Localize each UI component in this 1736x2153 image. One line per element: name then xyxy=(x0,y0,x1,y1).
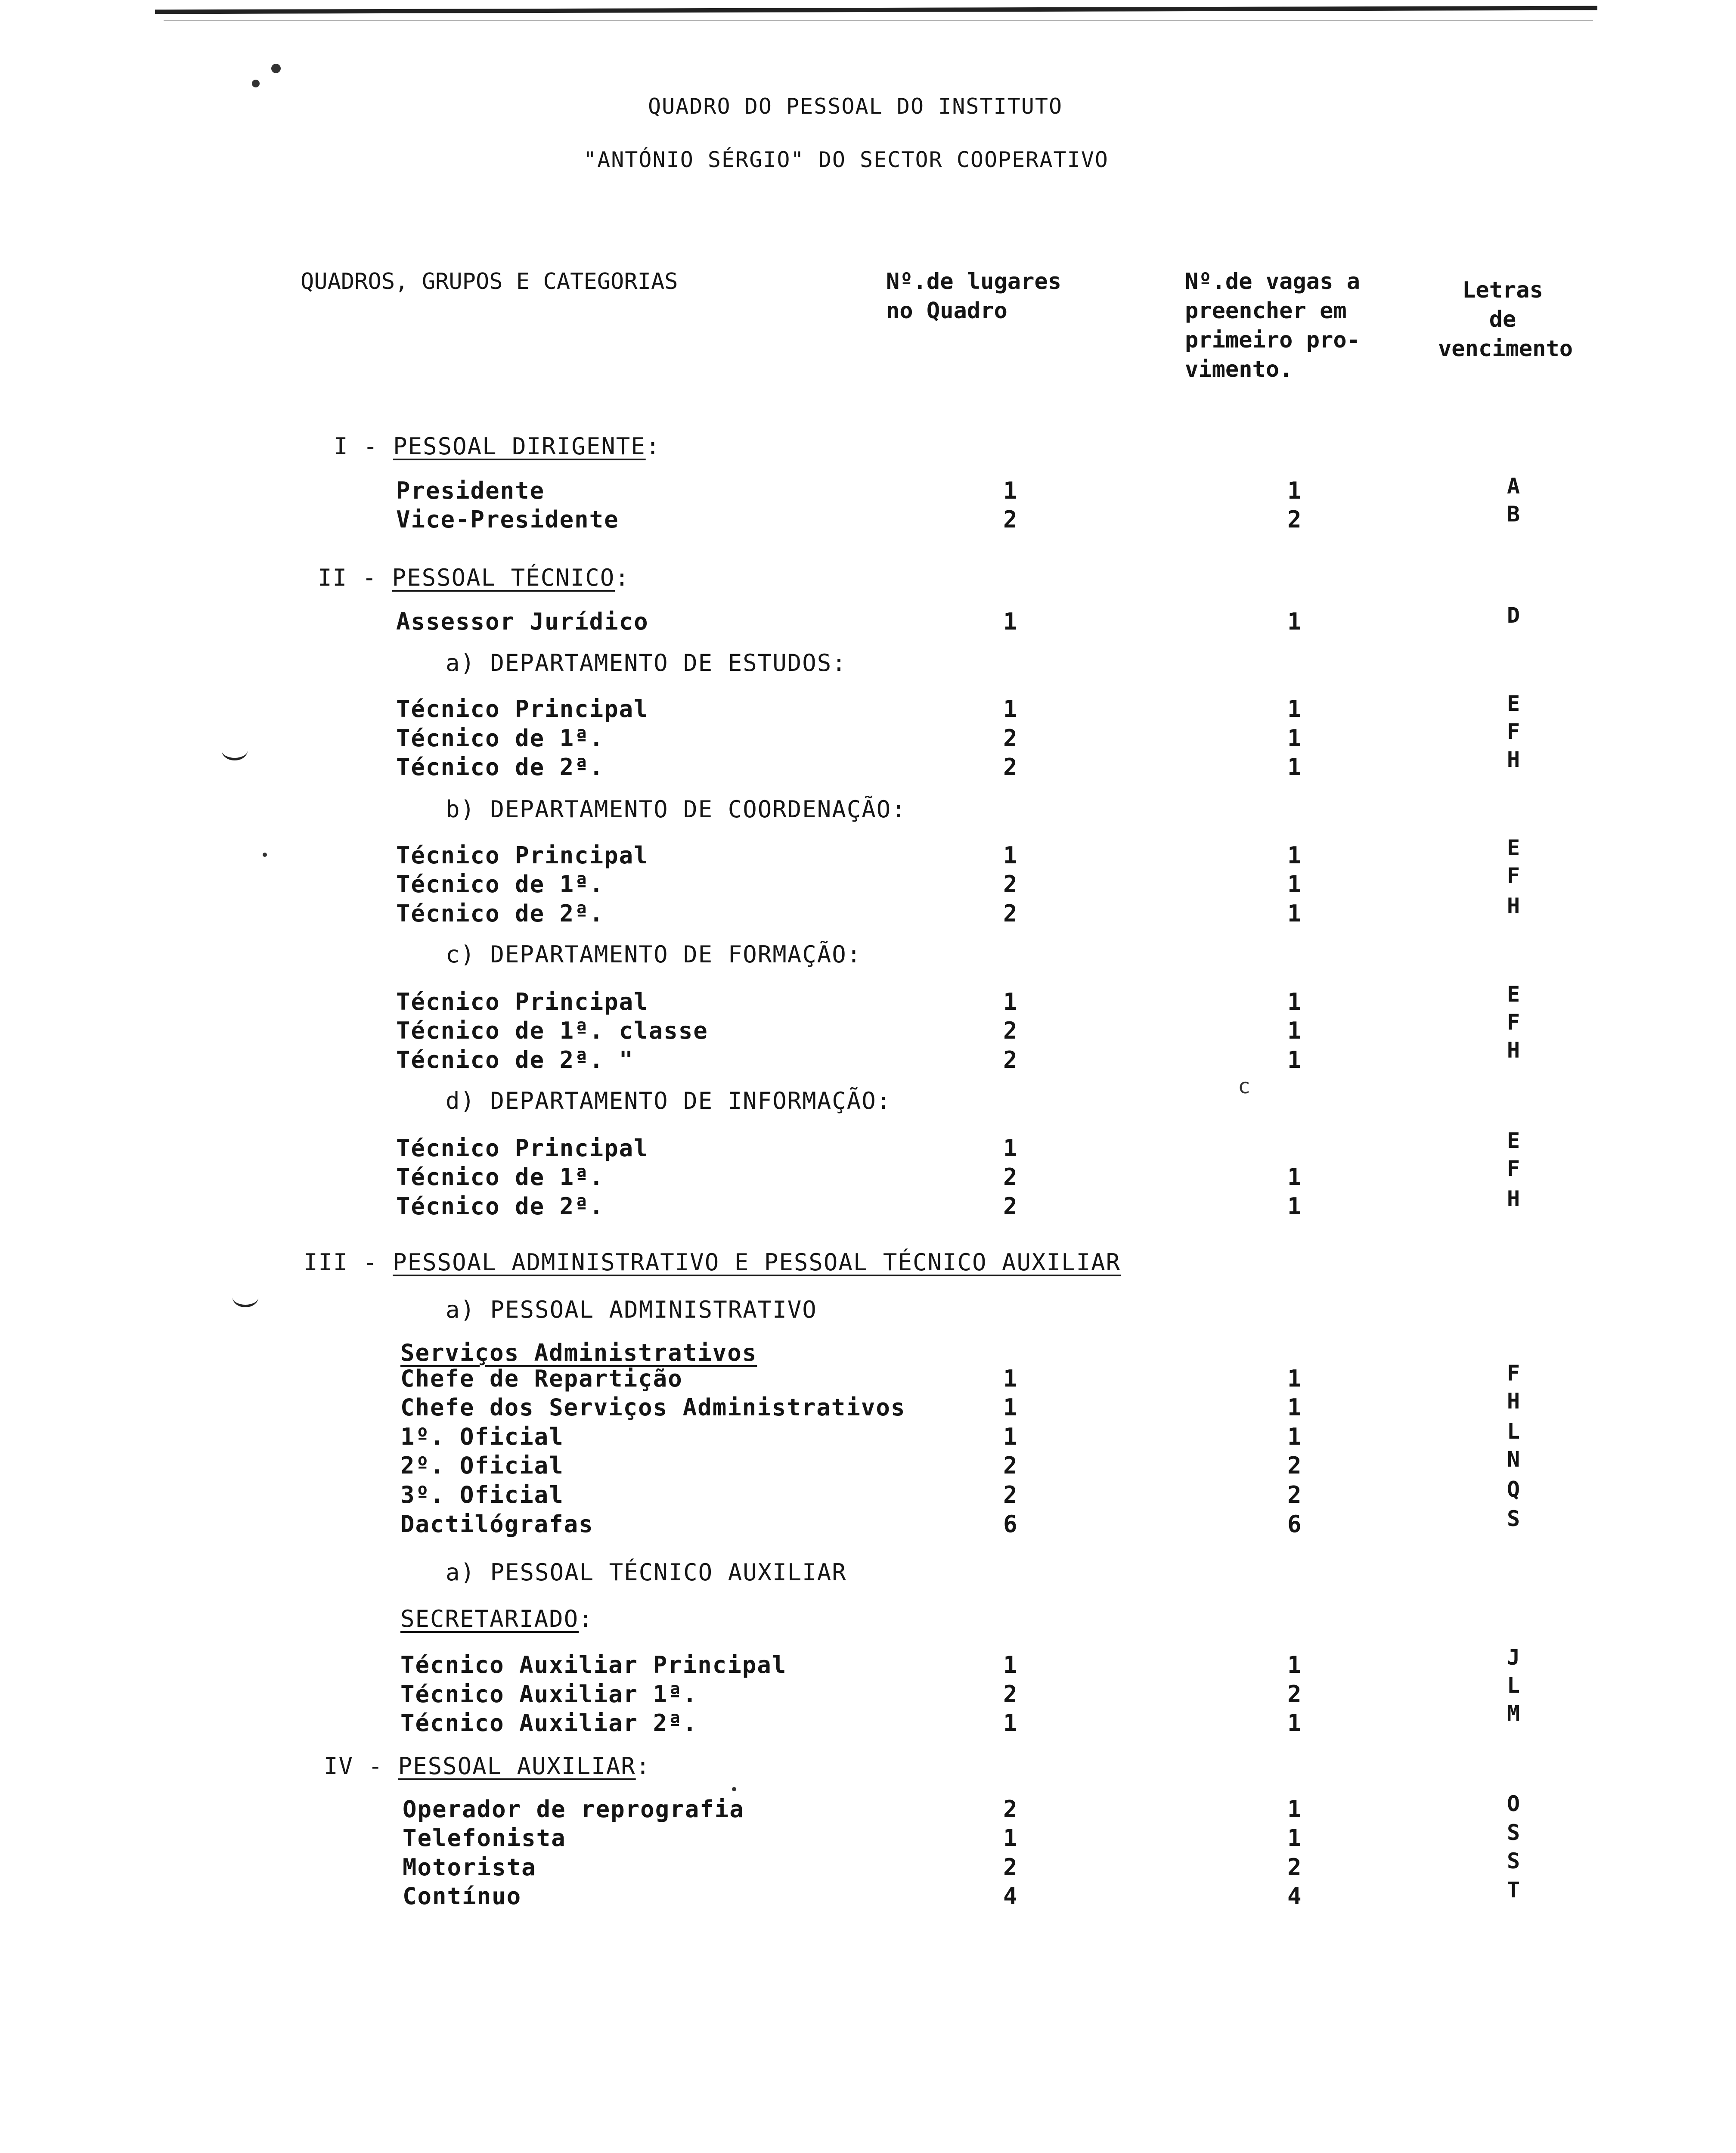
section-label: PESSOAL AUXILIAR xyxy=(398,1753,636,1780)
category-label: Técnico de 1ª. classe xyxy=(396,1017,708,1044)
column-header-categories: QUADROS, GRUPOS E CATEGORIAS xyxy=(301,269,678,295)
vagas-value: 1 xyxy=(1287,1423,1302,1450)
lugares-value: 1 xyxy=(1003,1423,1017,1450)
vagas-value: 2 xyxy=(1287,1452,1302,1479)
column-header-lugares: Nº.de lugares no Quadro xyxy=(886,269,1061,324)
vagas-value: 6 xyxy=(1287,1511,1302,1538)
vagas-value: 1 xyxy=(1287,1394,1302,1421)
letra-value: S xyxy=(1507,1820,1520,1845)
category-label: Operador de reprografia xyxy=(403,1796,744,1823)
vagas-value: 1 xyxy=(1287,1824,1302,1852)
category-label: Vice-Presidente xyxy=(396,506,619,533)
letra-value: D xyxy=(1507,603,1520,628)
section-heading-dirigente xyxy=(334,433,660,460)
lugares-value: 1 xyxy=(1003,1394,1017,1421)
subsection-servicos-administrativos: Serviços Administrativos xyxy=(400,1339,757,1366)
section-label: PESSOAL ADMINISTRATIVO E PESSOAL TÉCNICO AUXILIAR xyxy=(393,1249,1121,1276)
letra-value: E xyxy=(1507,835,1520,860)
section-heading-administrativo-tecnico-auxiliar xyxy=(304,1249,1121,1276)
margin-mark xyxy=(232,1287,258,1307)
subsection-departamento-estudos: a) DEPARTAMENTO DE ESTUDOS: xyxy=(446,649,847,676)
vagas-value: 1 xyxy=(1287,477,1302,504)
category-label: 1º. Oficial xyxy=(400,1423,564,1450)
section-number: III - xyxy=(304,1249,378,1276)
section-label: PESSOAL DIRIGENTE xyxy=(393,433,646,460)
letra-value: F xyxy=(1507,1156,1520,1181)
subsection-departamento-informacao: d) DEPARTAMENTO DE INFORMAÇÃO: xyxy=(446,1087,892,1114)
category-label: Telefonista xyxy=(403,1824,566,1852)
letra-value: L xyxy=(1507,1673,1520,1698)
vagas-value: 2 xyxy=(1287,506,1302,533)
lugares-value: 4 xyxy=(1003,1883,1017,1910)
lugares-value: 1 xyxy=(1003,1709,1017,1737)
category-label: Técnico de 1ª. xyxy=(396,725,604,752)
vagas-value: 1 xyxy=(1287,842,1302,869)
letra-value: H xyxy=(1507,1038,1520,1063)
letra-value: J xyxy=(1507,1645,1520,1670)
category-label: Técnico de 2ª. xyxy=(396,900,604,927)
letra-value: E xyxy=(1507,1128,1520,1153)
letra-value: E xyxy=(1507,982,1520,1007)
lugares-value: 1 xyxy=(1003,1824,1017,1852)
category-label: Contínuo xyxy=(403,1883,522,1910)
lugares-value: 1 xyxy=(1003,695,1017,723)
category-label: Técnico de 2ª. xyxy=(396,754,604,781)
section-heading-auxiliar xyxy=(324,1753,651,1780)
category-label: Técnico de 2ª. xyxy=(396,1193,604,1220)
category-label: Dactilógrafas xyxy=(400,1511,594,1538)
stray-mark: c xyxy=(1238,1074,1250,1098)
lugares-value: 1 xyxy=(1003,1135,1017,1162)
lugares-value: 2 xyxy=(1003,1854,1017,1881)
category-label: Técnico Principal xyxy=(396,695,649,723)
lugares-value: 1 xyxy=(1003,842,1017,869)
ink-speck xyxy=(732,1787,736,1791)
section-number: IV - xyxy=(324,1753,384,1780)
lugares-value: 2 xyxy=(1003,1017,1017,1044)
vagas-value: 1 xyxy=(1287,1163,1302,1191)
lugares-value: 2 xyxy=(1003,1681,1017,1708)
vagas-value: 1 xyxy=(1287,1365,1302,1392)
letra-value: M xyxy=(1507,1701,1520,1726)
section-label: PESSOAL TÉCNICO xyxy=(392,564,615,591)
category-label: Técnico de 1ª. xyxy=(396,1163,604,1191)
letra-value: T xyxy=(1507,1877,1520,1902)
lugares-value: 6 xyxy=(1003,1511,1017,1538)
vagas-value: 1 xyxy=(1287,1193,1302,1220)
letra-value: H xyxy=(1507,747,1520,772)
letra-value: Q xyxy=(1507,1477,1520,1502)
ink-speck xyxy=(271,64,281,73)
category-label: Técnico Auxiliar 2ª. xyxy=(400,1709,698,1737)
category-label: Técnico Principal xyxy=(396,842,649,869)
letra-value: H xyxy=(1507,1186,1520,1211)
lugares-value: 1 xyxy=(1003,1365,1017,1392)
scan-border-line xyxy=(155,6,1597,14)
category-label: Técnico Principal xyxy=(396,988,649,1015)
category-label: Chefe de Repartição xyxy=(400,1365,683,1392)
letra-value: B xyxy=(1507,502,1520,527)
letra-value: F xyxy=(1507,1010,1520,1035)
vagas-value: 1 xyxy=(1287,1796,1302,1823)
vagas-value: 1 xyxy=(1287,871,1302,898)
ink-speck xyxy=(252,80,260,87)
category-label: Técnico Auxiliar Principal xyxy=(400,1651,787,1678)
lugares-value: 2 xyxy=(1003,506,1017,533)
letra-value: A xyxy=(1507,474,1520,499)
vagas-value: 1 xyxy=(1287,988,1302,1015)
subsection-secretariado xyxy=(400,1605,594,1632)
category-label: Técnico de 1ª. xyxy=(396,871,604,898)
lugares-value: 1 xyxy=(1003,477,1017,504)
letra-value: S xyxy=(1507,1506,1520,1531)
letra-value: S xyxy=(1507,1849,1520,1874)
vagas-value: 1 xyxy=(1287,725,1302,752)
letra-value: E xyxy=(1507,691,1520,716)
subsection-departamento-coordenacao: b) DEPARTAMENTO DE COORDENAÇÃO: xyxy=(446,796,906,823)
letra-value: H xyxy=(1507,893,1520,918)
category-label: 3º. Oficial xyxy=(400,1481,564,1508)
vagas-value: 1 xyxy=(1287,608,1302,635)
lugares-value: 2 xyxy=(1003,1163,1017,1191)
section-colon: : xyxy=(615,564,630,591)
letra-value: O xyxy=(1507,1791,1520,1816)
letra-value: F xyxy=(1507,719,1520,744)
letra-value: N xyxy=(1507,1447,1520,1472)
section-number: I - xyxy=(334,433,378,460)
subsection-colon: : xyxy=(579,1605,594,1632)
vagas-value: 1 xyxy=(1287,754,1302,781)
lugares-value: 2 xyxy=(1003,1452,1017,1479)
category-label: Motorista xyxy=(403,1854,536,1881)
section-number: II - xyxy=(318,564,378,591)
subsection-label: SECRETARIADO xyxy=(400,1605,579,1632)
subsection-departamento-formacao: c) DEPARTAMENTO DE FORMAÇÃO: xyxy=(446,941,862,968)
vagas-value: 1 xyxy=(1287,695,1302,723)
ink-speck xyxy=(263,853,267,857)
margin-mark xyxy=(222,741,248,760)
category-label: Técnico Auxiliar 1ª. xyxy=(400,1681,698,1708)
category-label: Presidente xyxy=(396,477,545,504)
lugares-value: 2 xyxy=(1003,1193,1017,1220)
lugares-value: 2 xyxy=(1003,900,1017,927)
vagas-value: 2 xyxy=(1287,1481,1302,1508)
lugares-value: 2 xyxy=(1003,1796,1017,1823)
letra-value: F xyxy=(1507,863,1520,888)
section-colon: : xyxy=(645,433,661,460)
letra-value: H xyxy=(1507,1389,1520,1414)
section-colon: : xyxy=(636,1753,651,1780)
column-header-letras: Letras de vencimento xyxy=(1438,277,1573,362)
scan-border-line xyxy=(164,20,1593,21)
letra-value: F xyxy=(1507,1361,1520,1386)
subsection-pessoal-administrativo: a) PESSOAL ADMINISTRATIVO xyxy=(446,1296,817,1323)
lugares-value: 2 xyxy=(1003,871,1017,898)
category-label: 2º. Oficial xyxy=(400,1452,564,1479)
column-header-vagas: Nº.de vagas a preencher em primeiro pro- vimento. xyxy=(1185,269,1360,382)
letra-value: L xyxy=(1507,1419,1520,1444)
lugares-value: 2 xyxy=(1003,1481,1017,1508)
category-label: Chefe dos Serviços Administrativos xyxy=(400,1394,906,1421)
vagas-value: 2 xyxy=(1287,1681,1302,1708)
category-label: Assessor Jurídico xyxy=(396,608,649,635)
vagas-value: 1 xyxy=(1287,1651,1302,1678)
subsection-pessoal-tecnico-auxiliar: a) PESSOAL TÉCNICO AUXILIAR xyxy=(446,1559,847,1586)
lugares-value: 2 xyxy=(1003,725,1017,752)
vagas-value: 1 xyxy=(1287,1046,1302,1073)
lugares-value: 1 xyxy=(1003,988,1017,1015)
category-label: Técnico de 2ª. " xyxy=(396,1046,634,1073)
vagas-value: 1 xyxy=(1287,1017,1302,1044)
lugares-value: 2 xyxy=(1003,754,1017,781)
document-title-line1: QUADRO DO PESSOAL DO INSTITUTO xyxy=(648,94,1063,119)
vagas-value: 1 xyxy=(1287,1709,1302,1737)
lugares-value: 2 xyxy=(1003,1046,1017,1073)
vagas-value: 4 xyxy=(1287,1883,1302,1910)
document-title-line2: "ANTÓNIO SÉRGIO" DO SECTOR COOPERATIVO xyxy=(583,147,1109,172)
lugares-value: 1 xyxy=(1003,608,1017,635)
section-heading-tecnico xyxy=(318,564,630,591)
lugares-value: 1 xyxy=(1003,1651,1017,1678)
vagas-value: 2 xyxy=(1287,1854,1302,1881)
vagas-value: 1 xyxy=(1287,900,1302,927)
category-label: Técnico Principal xyxy=(396,1135,649,1162)
